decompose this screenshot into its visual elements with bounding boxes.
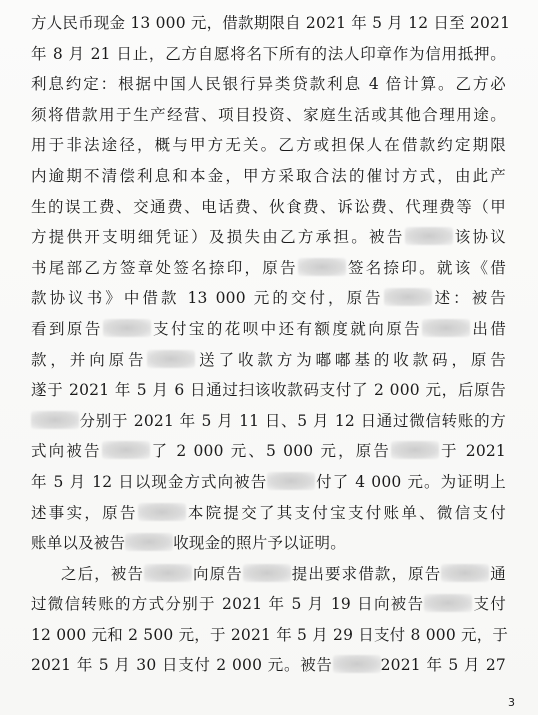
redaction-blur — [405, 227, 453, 245]
text-line — [31, 650, 506, 681]
text-fragment: 利息约定：根据中国人民银行异类贷款利息 4 倍计算。乙方必 — [31, 75, 506, 94]
redaction-blur — [102, 441, 150, 459]
redaction-blur — [333, 655, 381, 673]
text-fragment: 看到原告 — [31, 319, 103, 338]
text-fragment: 该协议 — [452, 228, 506, 247]
redaction-blur — [147, 350, 195, 368]
redaction-blur — [138, 503, 186, 521]
text-fragment: 分别于 2021 年 5 月 11 日、5 月 12 日通过微信转账的方 — [79, 411, 506, 430]
text-fragment: 支付 — [472, 595, 506, 614]
text-fragment: 内逾期不清偿利息和本金，甲方采取合法的催讨方式，由此产 — [31, 166, 506, 185]
text-line — [31, 345, 506, 376]
redaction-blur — [298, 258, 346, 276]
text-fragment: 支付宝的花呗中还有额度就向原告 — [150, 319, 423, 338]
text-fragment: 生的误工费、交通费、电话费、伙食费、诉讼费、代理费等（甲 — [31, 197, 506, 216]
redaction-blur — [391, 441, 439, 459]
redaction-blur — [125, 533, 173, 551]
text-line — [31, 589, 506, 620]
text-fragment: 付了 4 000 元。为证明上 — [315, 472, 506, 491]
redaction-blur — [422, 319, 470, 337]
text-fragment: 款协议书》中借款 13 000 元的交付，原告 — [31, 289, 384, 308]
text-fragment: 了 2 000 元、5 000 元，原告 — [149, 442, 392, 461]
redaction-blur — [243, 564, 291, 582]
page-number: 3 — [508, 696, 515, 709]
text-line — [31, 253, 506, 284]
text-fragment: 述：被告 — [431, 289, 506, 308]
text-line — [31, 39, 506, 70]
text-fragment: 须将借款用于生产经营、项目投资、家庭生活或其他合理用途。 — [31, 105, 506, 124]
text-line — [31, 498, 506, 529]
text-line — [31, 528, 506, 559]
text-fragment: 账单以及被告 — [31, 534, 126, 553]
text-line — [31, 375, 506, 406]
text-fragment: 送了收款方为嘟嘟基的收款码，原告 — [195, 350, 507, 369]
text-fragment: 于 2021 — [439, 442, 506, 461]
text-fragment: 方人民币现金 13 000 元，借款期限自 2021 年 5 月 12 日至 2021 — [31, 14, 511, 32]
text-line — [31, 130, 506, 161]
text-fragment: 年 8 月 21 日止，乙方自愿将名下所有的法人印章作为信用抵押。 — [31, 44, 506, 63]
text-fragment: 提出要求借款，原告 — [290, 564, 442, 583]
redaction-blur — [144, 564, 192, 582]
text-line — [31, 8, 511, 39]
redaction-blur — [441, 564, 489, 582]
text-line — [31, 161, 506, 192]
text-line — [31, 467, 506, 498]
text-fragment: 述事实，原告 — [31, 503, 138, 522]
text-line — [31, 69, 506, 100]
text-fragment: 之后，被告 — [61, 564, 145, 583]
text-fragment: 向原告 — [192, 564, 243, 583]
text-line — [31, 283, 506, 314]
text-fragment: 书尾部乙方签章处签名捺印，原告 — [31, 258, 298, 277]
text-line — [31, 192, 506, 223]
text-fragment: 出借 — [470, 319, 506, 338]
text-fragment: 遂于 2021 年 5 月 6 日通过扫该收款码支付了 2 000 元，后原告 — [31, 381, 506, 400]
text-fragment: 年 5 月 12 日以现金方式向被告 — [31, 472, 268, 491]
text-fragment: 收现金的照片予以证明。 — [173, 534, 346, 553]
text-line — [31, 314, 506, 345]
text-line — [31, 559, 506, 590]
text-fragment: 式向被告 — [31, 442, 102, 461]
redaction-blur — [424, 594, 472, 612]
text-fragment: 用于非法途径，概与甲方无关。乙方或担保人在借款约定期限 — [31, 136, 506, 155]
text-fragment: 2021 年 5 月 30 日支付 2 000 元。被告 — [31, 656, 333, 675]
text-fragment: 通 — [489, 564, 506, 583]
redaction-blur — [103, 319, 151, 337]
text-fragment: 2021 年 5 月 27 — [380, 656, 506, 675]
redaction-blur — [267, 472, 315, 490]
redaction-blur — [384, 288, 432, 306]
text-line — [31, 406, 506, 437]
text-line — [31, 222, 506, 253]
document-body — [31, 8, 511, 681]
text-fragment: 12 000 元和 2 500 元，于 2021 年 5 月 29 日支付 8 000 元，于 — [31, 625, 509, 644]
text-fragment: 款，并向原告 — [31, 350, 148, 369]
text-line — [31, 620, 509, 651]
text-fragment: 过微信转账的方式分别于 2021 年 5 月 19 日向被告 — [31, 595, 425, 614]
text-line — [31, 100, 506, 131]
text-fragment: 签名捺印。就该《借 — [345, 258, 506, 277]
text-line — [31, 436, 506, 467]
text-fragment: 方提供开支明细凭证）及损失由乙方承担。被告 — [31, 228, 405, 247]
redaction-blur — [31, 411, 79, 429]
text-fragment: 本院提交了其支付宝支付账单、微信支付 — [185, 503, 506, 522]
